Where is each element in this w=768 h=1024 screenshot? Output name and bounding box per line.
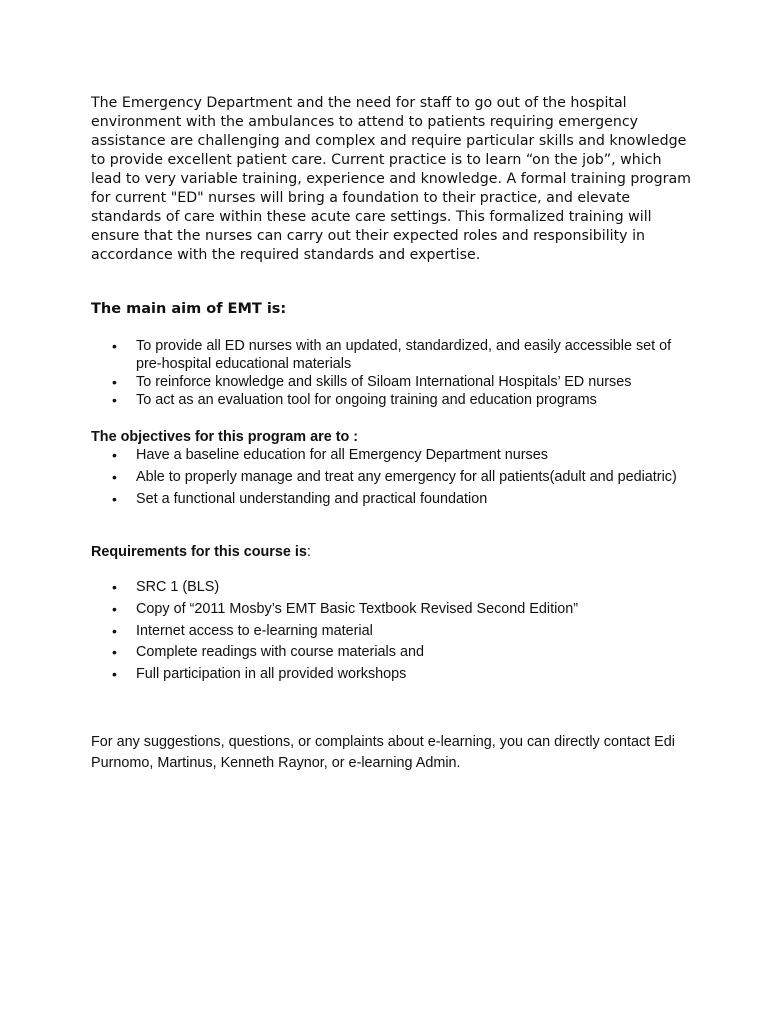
contact-paragraph: For any suggestions, questions, or complaints about e-learning, you can directly contact Edi Purnomo, Martinus, Kenneth Raynor, or e-learning Admin. (91, 734, 675, 771)
requirements-heading (91, 543, 311, 561)
aim-list (91, 337, 691, 409)
requirement-list-item: • SRC 1 (BLS) (91, 577, 691, 599)
objectives-list (91, 445, 691, 510)
requirements-list (91, 577, 691, 686)
requirement-list-item: • Internet access to e-learning material (91, 621, 691, 643)
aim-list-item: • To reinforce knowledge and skills of Siloam International Hospitals’ ED nurses (91, 373, 691, 391)
requirements-heading-label: Requirements for this course is (91, 544, 307, 560)
objectives-heading: The objectives for this program are to : (91, 429, 359, 445)
objective-list-item: • Able to properly manage and treat any emergency for all patients(adult and pediatric) (91, 467, 691, 488)
requirement-list-item: • Complete readings with course materials and (91, 642, 691, 664)
aim-heading: The main aim of EMT is: (91, 301, 287, 317)
objective-list-item: • Set a functional understanding and practical foundation (91, 489, 691, 510)
intro-paragraph: The Emergency Department and the need for staff to go out of the hospital environment with the ambulances to attend to patients requiring emergency assistance are challenging and complex and require particular skills and knowledge to provide excellent patient care. Current practice is to learn “on the job”, which lead to very variable training, experience and knowledge. A formal training program for current "ED" nurses will bring a foundation to their practice, and elevate standards of care within these acute care settings. This formalized training will ensure that the nurses can carry out their expected roles and responsibility in accordance with the required standards and expertise. (91, 95, 691, 263)
aim-list-item: • To provide all ED nurses with an updated, standardized, and easily accessible set of pre-hospital educational materials (91, 337, 691, 373)
requirements-heading-colon: : (306, 544, 311, 560)
requirement-list-item: • Full participation in all provided workshops (91, 664, 691, 686)
aim-list-item: • To act as an evaluation tool for ongoing training and education programs (91, 391, 691, 409)
objective-list-item: • Have a baseline education for all Emergency Department nurses (91, 445, 691, 466)
requirement-list-item: • Copy of “2011 Mosby’s EMT Basic Textbook Revised Second Edition” (91, 599, 691, 621)
